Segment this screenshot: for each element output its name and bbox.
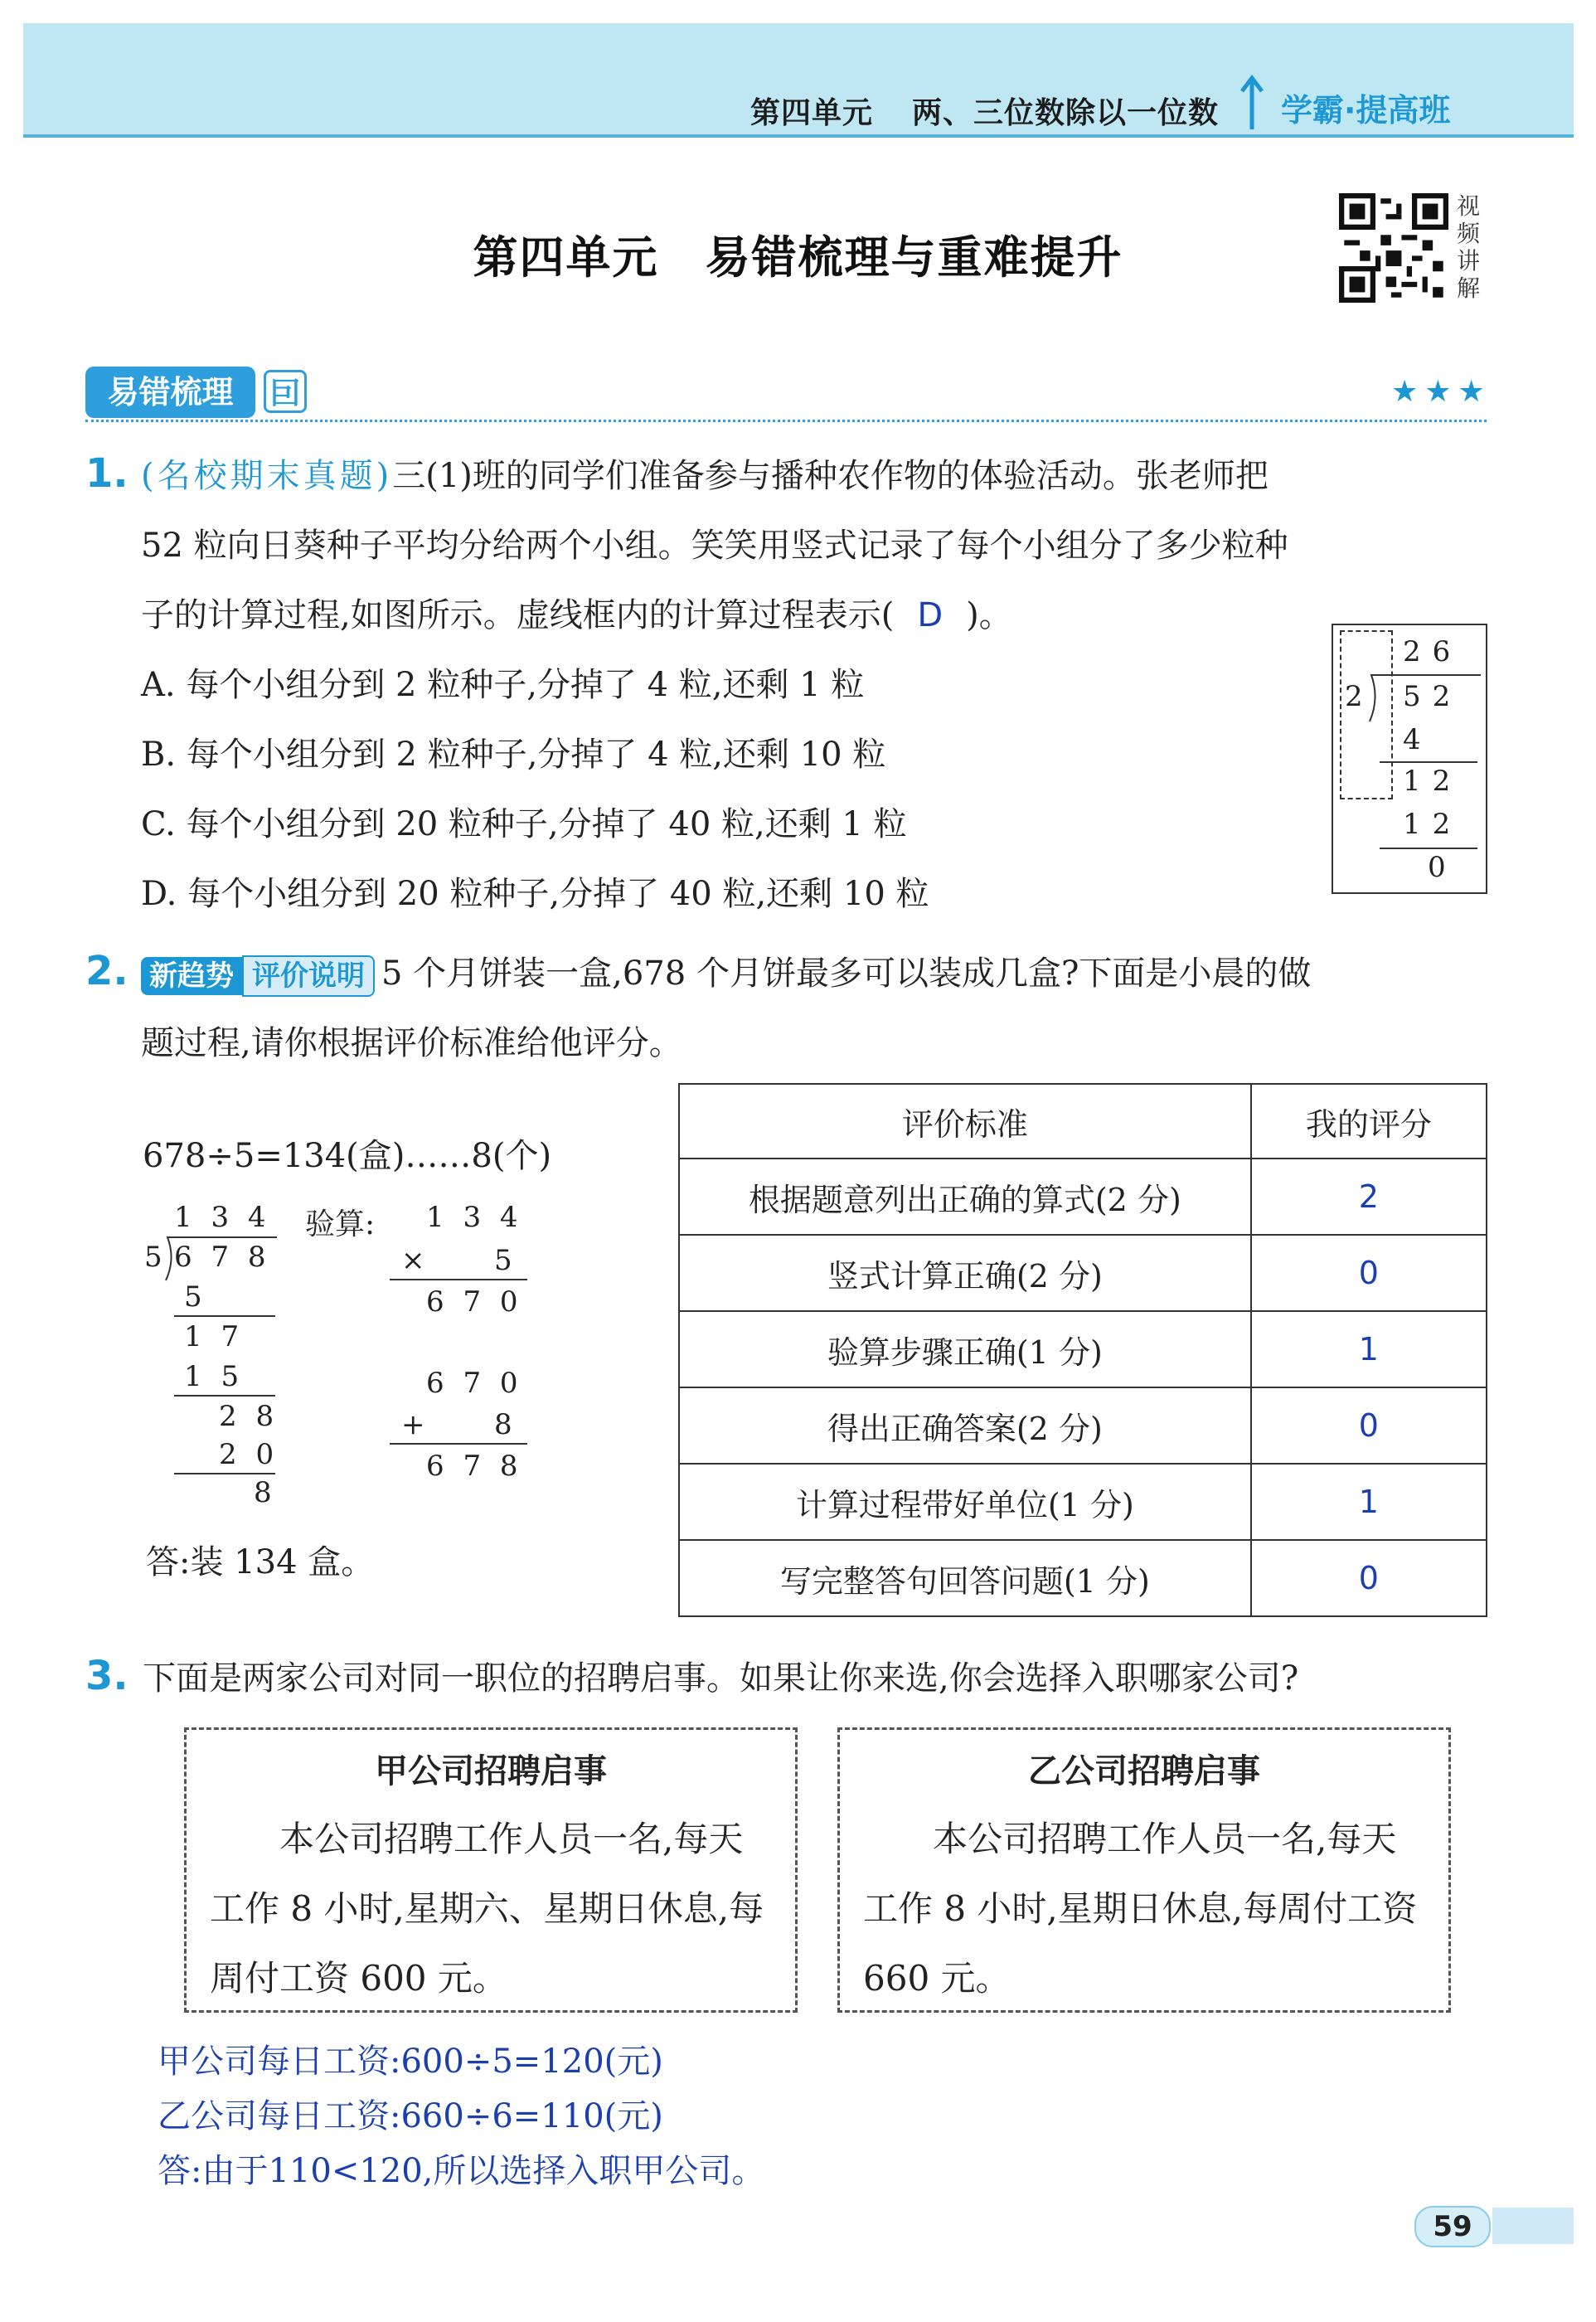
q2-tag-eval: 评价说明 bbox=[242, 955, 375, 997]
q1-dividend: 52 bbox=[1403, 680, 1463, 713]
q1-option-b: B. 每个小组分到 2 粒种子,分掉了 4 粒,还剩 10 粒 bbox=[141, 736, 886, 774]
table-row bbox=[679, 1540, 1487, 1616]
table-cell-criterion: 写完整答句回答问题(1 分) bbox=[679, 1540, 1251, 1616]
q1-subtract-1: 4 bbox=[1403, 723, 1421, 756]
q1-line-1: (名校期末真题)三(1)班的同学们准备参与播种农作物的体验活动。张老师把 bbox=[141, 457, 1269, 495]
q2-check-b: 5 bbox=[494, 1244, 512, 1277]
q2-answer-line: 答:装 134 盒。 bbox=[146, 1543, 375, 1581]
table-header-row bbox=[679, 1084, 1487, 1159]
q2-line-1: 新趋势 评价说明 5 个月饼装一盒,678 个月饼最多可以装成几盒?下面是小晨的做 bbox=[141, 939, 1311, 1008]
page-title: 第四单元 易错梳理与重难提升 bbox=[473, 231, 1123, 284]
q1-answer: D bbox=[917, 596, 944, 634]
table-cell-criterion: 计算过程带好单位(1 分) bbox=[679, 1464, 1251, 1540]
q3-answer-3: 答:由于110<120,所以选择入职甲公司。 bbox=[158, 2152, 765, 2190]
q2-dividend: 6 7 8 bbox=[174, 1241, 271, 1274]
q2-line-2: 题过程,请你根据评价标准给他评分。 bbox=[141, 1024, 682, 1062]
q2-step-3: 1 5 bbox=[184, 1360, 245, 1393]
q2-check-op2: + bbox=[401, 1408, 425, 1441]
q2-step-5: 2 0 bbox=[219, 1438, 279, 1471]
table-cell-score: 0 bbox=[1251, 1387, 1487, 1464]
table-cell-score: 1 bbox=[1251, 1311, 1487, 1387]
table-header: 评价标准 bbox=[679, 1084, 1251, 1159]
q2-step-2: 1 7 bbox=[184, 1320, 245, 1353]
table-cell-score: 2 bbox=[1251, 1159, 1487, 1235]
q3-answer-2: 乙公司每日工资:660÷6=110(元) bbox=[158, 2097, 663, 2135]
q1-option-d: D. 每个小组分到 20 粒种子,分掉了 40 粒,还剩 10 粒 bbox=[141, 875, 929, 913]
q2-quotient: 1 3 4 bbox=[174, 1201, 271, 1234]
q2-divisor: 5 bbox=[144, 1241, 163, 1274]
table-row bbox=[679, 1387, 1487, 1464]
table-row bbox=[679, 1235, 1487, 1311]
table-cell-score: 1 bbox=[1251, 1464, 1487, 1540]
q1-divisor: 2 bbox=[1345, 680, 1363, 713]
header-unit: 第四单元 bbox=[750, 96, 874, 130]
q3-answer-1: 甲公司每日工资:600÷5=120(元) bbox=[158, 2043, 663, 2081]
q2-check-label: 验算: bbox=[305, 1207, 376, 1241]
q2-equation: 678÷5=134(盒)……8(个) bbox=[143, 1137, 552, 1175]
q1-number: 1. bbox=[85, 450, 129, 497]
company-b-body: 本公司招聘工作人员一名,每天工作 8 小时,星期日休息,每周付工资 660 元。 bbox=[863, 1819, 1418, 1999]
table-cell-criterion: 得出正确答案(2 分) bbox=[679, 1387, 1251, 1464]
section-icon: 囙 bbox=[264, 370, 307, 413]
q2-check-c: 6 7 0 bbox=[426, 1285, 523, 1319]
footer-band bbox=[1492, 2208, 1574, 2244]
table-cell-criterion: 验算步骤正确(1 分) bbox=[679, 1311, 1251, 1387]
table-row bbox=[679, 1159, 1487, 1235]
q3-number: 3. bbox=[85, 1653, 129, 1699]
header-brand: 学霸·提高班 bbox=[1281, 92, 1451, 129]
company-b-title: 乙公司招聘启事 bbox=[1028, 1752, 1260, 1790]
arrow-up-icon bbox=[1235, 73, 1269, 131]
difficulty-stars: ★★★ bbox=[1391, 375, 1492, 409]
page-number: 59 bbox=[1414, 2206, 1491, 2247]
q2-check-e: 8 bbox=[494, 1408, 512, 1441]
company-a-notice bbox=[184, 1727, 798, 2013]
qr-label: 视 频 讲 解 bbox=[1457, 192, 1481, 302]
q2-tag-trend: 新趋势 bbox=[141, 957, 242, 995]
table-row bbox=[679, 1311, 1487, 1387]
table-cell-criterion: 竖式计算正确(2 分) bbox=[679, 1235, 1251, 1311]
table-cell-criterion: 根据题意列出正确的算式(2 分) bbox=[679, 1159, 1251, 1235]
section-divider bbox=[85, 420, 1487, 422]
company-a-body: 本公司招聘工作人员一名,每天工作 8 小时,星期六、星期日休息,每周付工资 600 元。 bbox=[210, 1819, 764, 1999]
q2-check-f: 6 7 8 bbox=[426, 1450, 523, 1483]
q1-source-tag: (名校期末真题) bbox=[141, 457, 393, 495]
header-topic: 两、三位数除以一位数 bbox=[912, 96, 1220, 130]
table-header: 我的评分 bbox=[1251, 1084, 1487, 1159]
q1-remainder-2: 0 bbox=[1428, 851, 1446, 884]
table-cell-score: 0 bbox=[1251, 1540, 1487, 1616]
company-b-notice bbox=[837, 1727, 1451, 2013]
q2-step-4: 2 8 bbox=[219, 1400, 279, 1433]
table-row bbox=[679, 1464, 1487, 1540]
q2-number: 2. bbox=[85, 948, 129, 994]
q2-check-a: 1 3 4 bbox=[426, 1201, 523, 1234]
company-a-title: 甲公司招聘启事 bbox=[375, 1752, 607, 1790]
q1-line-2: 52 粒向日葵种子平均分给两个小组。笑笑用竖式记录了每个小组分了多少粒种 bbox=[141, 527, 1288, 565]
q2-check-op1: × bbox=[401, 1244, 425, 1277]
q2-eval-table bbox=[678, 1083, 1487, 1617]
q2-step-1: 5 bbox=[184, 1280, 202, 1314]
q1-subtract-2: 12 bbox=[1403, 808, 1463, 841]
q2-step-6: 8 bbox=[254, 1476, 272, 1509]
q1-remainder-1: 12 bbox=[1403, 765, 1463, 798]
qr-code-icon[interactable] bbox=[1339, 193, 1448, 303]
section-badge: 易错梳理 bbox=[85, 367, 255, 418]
q1-option-a: A. 每个小组分到 2 粒种子,分掉了 4 粒,还剩 1 粒 bbox=[141, 666, 865, 704]
q2-check-d: 6 7 0 bbox=[426, 1367, 523, 1400]
q1-line-3: 子的计算过程,如图所示。虚线框内的计算过程表示( D )。 bbox=[141, 596, 1012, 634]
table-cell-score: 0 bbox=[1251, 1235, 1487, 1311]
q1-quotient: 26 bbox=[1403, 635, 1463, 668]
q3-line: 下面是两家公司对同一职位的招聘启事。如果让你来选,你会选择入职哪家公司? bbox=[143, 1659, 1299, 1698]
q1-option-c: C. 每个小组分到 20 粒种子,分掉了 40 粒,还剩 1 粒 bbox=[141, 805, 907, 843]
